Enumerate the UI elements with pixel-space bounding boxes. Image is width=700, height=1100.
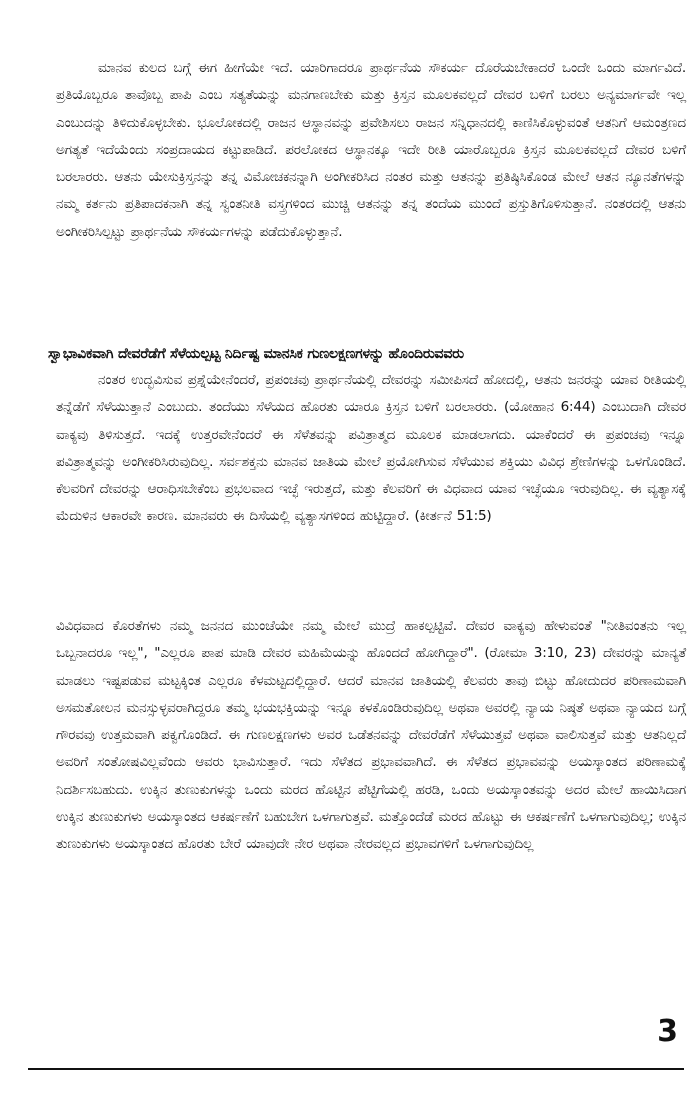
page-number: 3 <box>657 1014 678 1049</box>
paragraph-1: ಮಾನವ ಕುಲದ ಬಗ್ಗೆ ಈಗ ಹೀಗೆಯೇ ಇದೆ. ಯಾರಿಗಾದರೂ ಪ್ರಾರ್ಥನೆಯ ಸೌಕರ್ಯ ದೊರೆಯಬೇಕಾದರೆ ಒಂದೇ ಒಂದು ಮಾರ್ಗವಿದೆ. ಪ್ರತಿಯೊಬ್ಬರೂ ತಾವೊಬ್ಬ ಪಾಪಿ ಎಂಬ ಸತ್ಯತೆಯನ್ನು ಮನಗಾಣಬೇಕು ಮತ್ತು ಕ್ರಿಸ್ತನ ಮೂಲಕವಲ್ಲದೆ ದೇವರ ಬಳಿಗೆ ಬರಲು ಅನ್ಯಮಾರ್ಗವೇ ಇಲ್ಲ ಎಂಬುದನ್ನು ತಿಳಿದುಕೊಳ್ಳಬೇಕು. ಭೂಲೋಕದಲ್ಲಿ ರಾಜನ ಆಸ್ಥಾನವನ್ನು ಪ್ರವೇಶಿಸಲು ರಾಜನ ಸನ್ನಿಧಾನದಲ್ಲಿ ಕಾಣಿಸಿಕೊಳ್ಳುವಂತೆ ಆತನಿಗೆ ಆಮಂತ್ರಣದ ಅಗತ್ಯತೆ ಇದೆಯೆಂದು ಸಂಪ್ರದಾಯದ ಕಟ್ಟುಪಾಡಿದೆ. ಪರಲೋಕದ ಆಸ್ಥಾನಕ್ಕೂ ಇದೇ ರೀತಿ ಯಾರೊಬ್ಬರೂ ಕ್ರಿಸ್ತನ ಮೂಲಕವಲ್ಲದೆ ದೇವರ ಬಳಿಗೆ ಬರಲಾರರು. ಆತನು ಯೇಸುಕ್ರಿಸ್ತನನ್ನು ತನ್ನ ವಿಮೋಚಕನನ್ನಾಗಿ ಅಂಗೀಕರಿಸಿದ ನಂತರ ಮತ್ತು ಆತನನ್ನು ಪ್ರತಿಷ್ಠಿಸಿಕೊಂಡ ಮೇಲೆ ಆತನ ನ್ಯೂನತೆಗಳನ್ನು ನಮ್ಮ ಕರ್ತನು ಪ್ರತಿಪಾದಕನಾಗಿ ತನ್ನ ಸ್ವಂತನೀತಿ ವಸ್ತ್ರಗಳಿಂದ ಮುಚ್ಚಿ ಆತನನ್ನು ತನ್ನ ತಂದೆಯ ಮುಂದೆ ಪ್ರಸ್ತುತಿಗೊಳಿಸುತ್ತಾನೆ. ನಂತರದಲ್ಲಿ ಆತನು ಅಂಗೀಕರಿಸಿಲ್ಪಟ್ಟು ಪ್ರಾರ್ಥನೆಯ ಸೌಕರ್ಯಗಳನ್ನು ಪಡೆದುಕೊಳ್ಳುತ್ತಾನೆ. <box>56 60 686 240</box>
paragraph-3: ವಿವಿಧವಾದ ಕೊರತೆಗಳು ನಮ್ಮ ಜನನದ ಮುಂಚೆಯೇ ನಮ್ಮ ಮೇಲೆ ಮುದ್ರೆ ಹಾಕಲ್ಪಟ್ಟಿವೆ. ದೇವರ ವಾಕ್ಯವು ಹೇಳುವಂತೆ "ನೀತಿವಂತನು ಇಲ್ಲ ಒಬ್ಬನಾದರೂ ಇಲ್ಲ", "ಎಲ್ಲರೂ ಪಾಪ ಮಾಡಿ ದೇವರ ಮಹಿಮೆಯನ್ನು ಹೊಂದದೆ ಹೋಗಿದ್ದಾರೆ". (ರೋಮಾ 3:10, 23) ದೇವರನ್ನು ಮಾನ್ಯತೆ ಮಾಡಲು ಇಷ್ಟಪಡುವ ಮಟ್ಟಕ್ಕಿಂತ ಎಲ್ಲರೂ ಕೆಳಮಟ್ಟದಲ್ಲಿದ್ದಾರೆ. ಆದರೆ ಮಾನವ ಜಾತಿಯಲ್ಲಿ ಕೆಲವರು ತಾವು ಬಿಟ್ಟು ಹೋದುದರ ಪರಿಣಾಮವಾಗಿ ಅಸಮತೋಲನ ಮನಸ್ಸುಳ್ಳವರಾಗಿದ್ದರೂ ತಮ್ಮ ಭಯಭಕ್ತಿಯನ್ನು ಇನ್ನೂ ಕಳಕೊಂಡಿರುವುದಿಲ್ಲ ಅಥವಾ ಅವರಲ್ಲಿ ನ್ಯಾಯ ನಿಷ್ಠತೆ ಅಥವಾ ನ್ಯಾಯದ ಬಗ್ಗೆ ಗೌರವವು ಉತ್ತಮವಾಗಿ ಪಕ್ವಗೊಂಡಿದೆ. ಈ ಗುಣಲಕ್ಷಣಗಳು ಅವರ ಒಡೆತನವನ್ನು ದೇವರೆಡೆಗೆ ಸೆಳೆಯುತ್ತವೆ ಅಥವಾ ವಾಲಿಸುತ್ತವೆ ಮತ್ತು ಆತನಿಲ್ಲದೆ ಅವರಿಗೆ ಸಂತೋಷವಿಲ್ಲವೆಂದು ಆವರು ಭಾವಿಸುತ್ತಾರೆ. ಇದು ಸೆಳೆತದ ಪ್ರಭಾವವಾಗಿದೆ. ಈ ಸೆಳೆತದ ಪ್ರಭಾವವನ್ನು ಅಯಸ್ಕಾಂತದ ಪರಿಣಾಮಕ್ಕೆ ನಿದರ್ಶಿಸಬಹುದು. ಉಕ್ಕಿನ ತುಣುಕುಗಳನ್ನು ಒಂದು ಮರದ ಹೊಟ್ಟಿನ ಪೆಟ್ಟಿಗೆಯಲ್ಲಿ ಹರಡಿ, ಒಂದು ಅಯಸ್ಕಾಂತವನ್ನು ಅದರ ಮೇಲೆ ಹಾಯಿಸಿದಾಗ ಉಕ್ಕಿನ ತುಣುಕುಗಳು ಅಯಸ್ಕಾಂತದ ಆಕರ್ಷಣೆಗೆ ಬಹುಬೇಗ ಒಳಗಾಗುತ್ತವೆ. ಮತ್ತೊಂದೆಡೆ ಮರದ ಹೊಟ್ಟು ಈ ಆಕರ್ಷಣೆಗೆ ಒಳಗಾಗುವುದಿಲ್ಲ; ಉಕ್ಕಿನ ತುಣುಕುಗಳು ಅಯಸ್ಕಾಂತದ ಹೊರತು ಬೇರೆ ಯಾವುದೇ ನೇರ ಅಥವಾ ನೇರವಲ್ಲದ ಪ್ರಭಾವಗಳಿಗೆ ಒಳಗಾಗುವುದಿಲ್ಲ <box>56 618 686 853</box>
section-heading: ಸ್ವಾಭಾವಿಕವಾಗಿ ದೇವರೆಡೆಗೆ ಸೆಳೆಯಲ್ಪಟ್ಟ ನಿರ್ದಿಷ್ಟ ಮಾನಸಿಕ ಗುಣಲಕ್ಷಣಗಳನ್ನು ಹೊಂದಿರುವವರು <box>48 346 464 362</box>
paragraph-2: ನಂತರ ಉದ್ಭವಿಸುವ ಪ್ರಶ್ನೆಯೇನೆಂದರೆ, ಪ್ರಪಂಚವು ಪ್ರಾರ್ಥನೆಯಲ್ಲಿ ದೇವರನ್ನು ಸಮೀಪಿಸದೆ ಹೋದಲ್ಲಿ, ಆತನು ಜನರನ್ನು ಯಾವ ರೀತಿಯಲ್ಲಿ ತನ್ನೆಡೆಗೆ ಸೆಳೆಯುತ್ತಾನೆ ಎಂಬುದು. ತಂದೆಯು ಸೆಳೆಯದ ಹೊರತು ಯಾರೂ ಕ್ರಿಸ್ತನ ಬಳಿಗೆ ಬರಲಾರರು. (ಯೋಹಾನ 6:44) ಎಂಬುದಾಗಿ ದೇವರ ವಾಕ್ಯವು ತಿಳಿಸುತ್ತದೆ. ಇದಕ್ಕೆ ಉತ್ತರವೇನೆಂದರೆ ಈ ಸೆಳೆತವನ್ನು ಪವಿತ್ರಾತ್ಮದ ಮೂಲಕ ಮಾಡಲಾಗದು. ಯಾಕೆಂದರೆ ಈ ಪ್ರಪಂಚವು ಇನ್ನೂ ಪವಿತ್ರಾತ್ಮವನ್ನು ಅಂಗೀಕರಿಸಿರುವುದಿಲ್ಲ. ಸರ್ವಶಕ್ತನು ಮಾನವ ಜಾತಿಯ ಮೇಲೆ ಪ್ರಯೋಗಿಸುವ ಸೆಳೆಯುವ ಶಕ್ತಿಯು ವಿವಿಧ ಶ್ರೇಣಿಗಳನ್ನು ಒಳಗೊಂಡಿದೆ. ಕೆಲವರಿಗೆ ದೇವರನ್ನು ಆರಾಧಿಸಬೇಕೆಂಬ ಪ್ರಭಲವಾದ ಇಚ್ಛೆ ಇರುತ್ತದೆ, ಮತ್ತು ಕೆಲವರಿಗೆ ಈ ವಿಧವಾದ ಯಾವ ಇಚ್ಛೆಯೂ ಇರುವುದಿಲ್ಲ. ಈ ವ್ಯತ್ಯಾಸಕ್ಕೆ ಮೆದುಳಿನ ಆಕಾರವೇ ಕಾರಣ. ಮಾನವರು ಈ ದಿಸೆಯಲ್ಲಿ ವ್ಯತ್ಯಾಸಗಳಿಂದ ಹುಟ್ಟಿದ್ದಾರೆ. (ಕೀರ್ತನೆ 51:5) <box>56 372 686 525</box>
footer-divider <box>28 1068 684 1070</box>
